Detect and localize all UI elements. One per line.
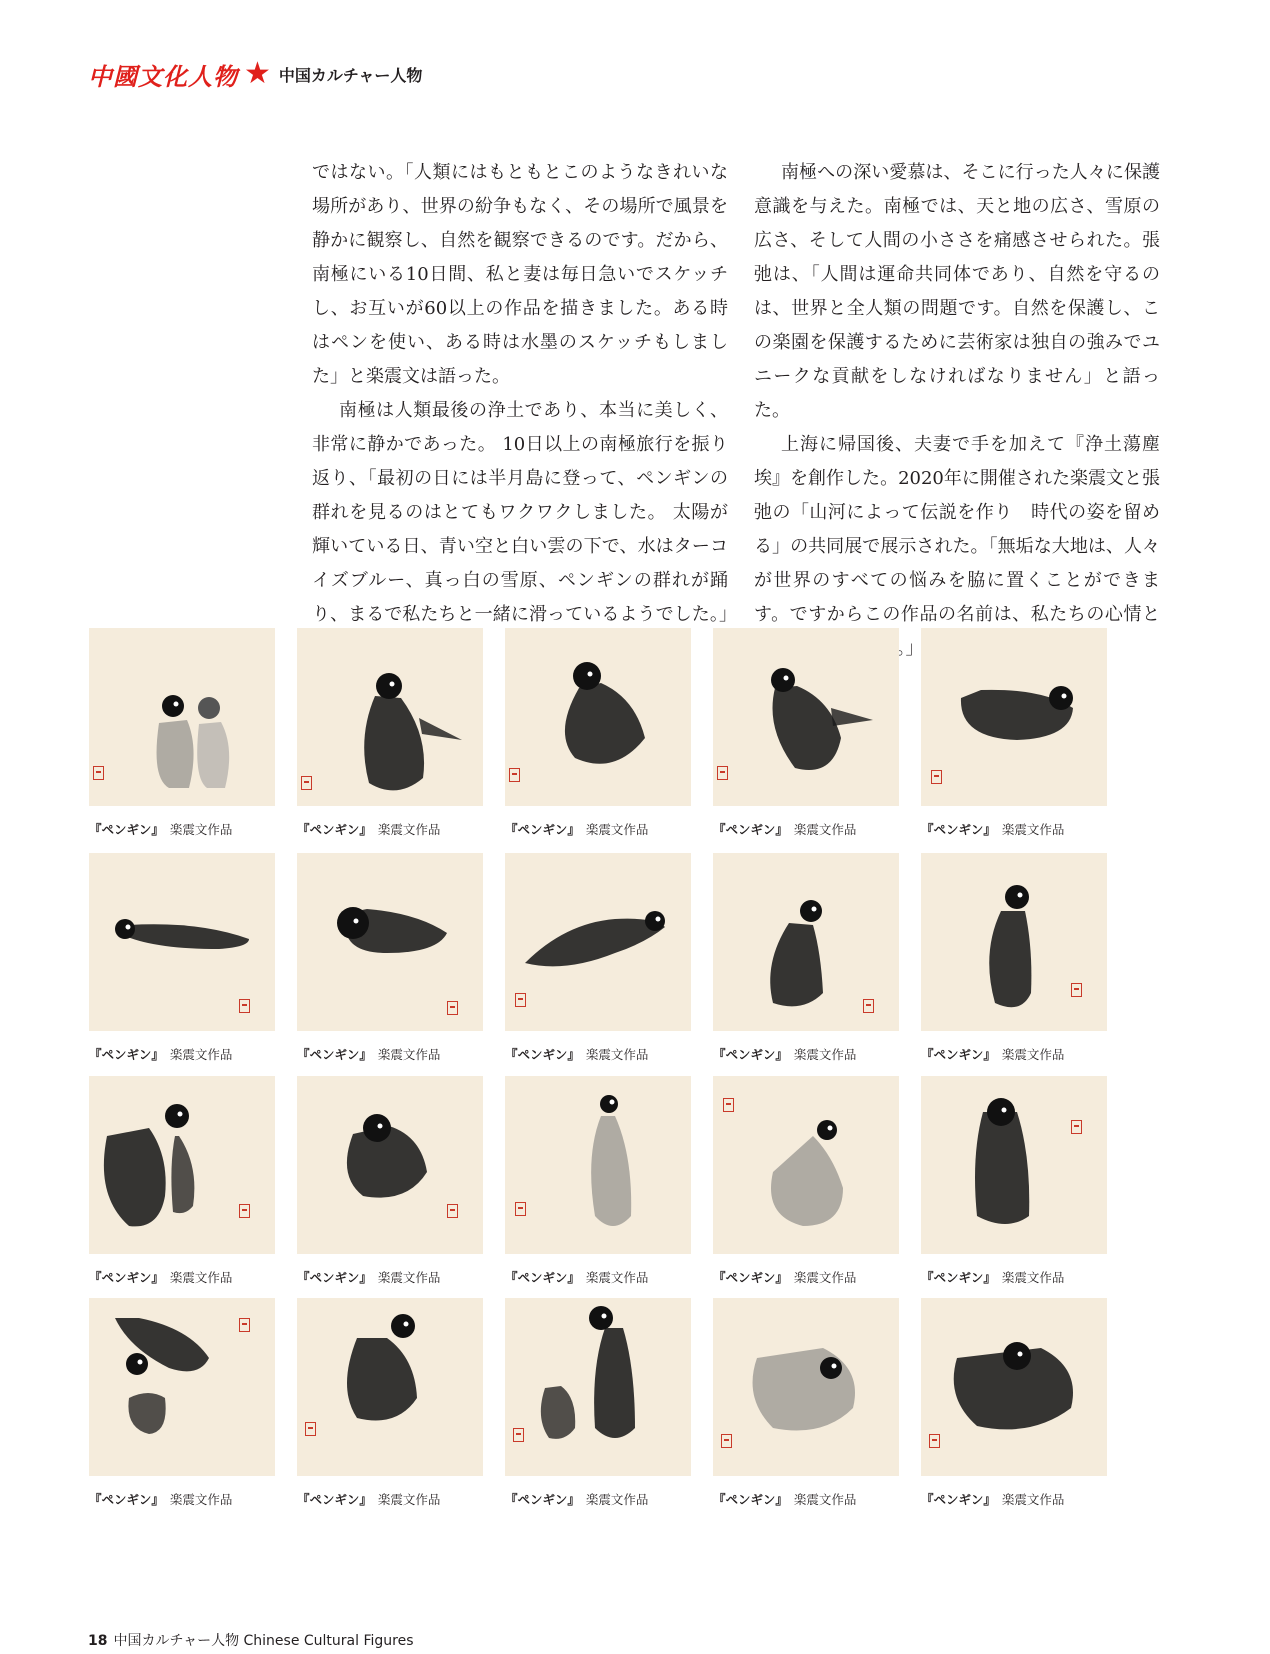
- artwork-author: 楽震文作品: [1001, 822, 1065, 837]
- artwork-caption: [921, 1268, 1064, 1286]
- artwork-author: 楽震文作品: [585, 1047, 649, 1062]
- artwork-caption: [505, 1490, 648, 1508]
- star-icon: ★: [244, 56, 271, 91]
- artwork-caption: [505, 820, 648, 838]
- red-seal-icon: [509, 768, 520, 782]
- red-seal-icon: [931, 770, 942, 784]
- artwork-title: 『ペンギン』: [713, 1270, 788, 1285]
- ink-penguin-painting: [713, 628, 899, 806]
- red-seal-icon: [717, 766, 728, 780]
- artwork-author: 楽震文作品: [169, 1047, 233, 1062]
- ink-penguin-painting: [713, 853, 899, 1031]
- article-column-2: [754, 156, 1160, 666]
- artwork-title: 『ペンギン』: [505, 1270, 580, 1285]
- penguin-artwork: [89, 853, 275, 1090]
- ink-penguin-painting: [921, 1298, 1107, 1476]
- red-seal-icon: [721, 1434, 732, 1448]
- red-seal-icon: [447, 1204, 458, 1218]
- artwork-caption: [713, 820, 856, 838]
- ink-penguin-painting: [505, 628, 691, 806]
- red-seal-icon: [239, 999, 250, 1013]
- artwork-caption: [297, 820, 440, 838]
- article-paragraph: 南極は人類最後の浄土であり、本当に美しく、非常に静かであった。 10日以上の南極旅行を振り返り、「最初の日には半月島に登って、ペンギンの群れを見るのはとてもワクワクしました。 太陽が輝いている日、青い空と白い雲の下で、水はターコイズブルー、真っ白の雪原、ペンギンの群れが踊り、まるで私たちと一緒に滑っているようでした。」: [312, 400, 728, 625]
- article-paragraph: ではない。「人類にはもともとこのようなきれいな場所があり、世界の紛争もなく、その場所で風景を静かに観察し、自然を観察できるのです。だから、南極にいる10日間、私と妻は毎日急いでスケッチし、お互いが60以上の作品を描きました。ある時はペンを使い、ある時は水墨のスケッチもしました」と楽震文は語った。: [312, 162, 728, 387]
- page-number: 18: [88, 1633, 108, 1649]
- artwork-author: 楽震文作品: [377, 1492, 441, 1507]
- artwork-author: 楽震文作品: [377, 1270, 441, 1285]
- penguin-artwork: [713, 628, 899, 865]
- artwork-title: 『ペンギン』: [505, 1492, 580, 1507]
- ink-penguin-painting: [505, 1076, 691, 1254]
- red-seal-icon: [1071, 983, 1082, 997]
- red-seal-icon: [513, 1428, 524, 1442]
- ink-penguin-painting: [89, 1298, 275, 1476]
- artwork-title: 『ペンギン』: [505, 1047, 580, 1062]
- artwork-caption: [297, 1268, 440, 1286]
- artwork-title: 『ペンギン』: [89, 1492, 164, 1507]
- artwork-title: 『ペンギン』: [297, 1047, 372, 1062]
- red-seal-icon: [301, 776, 312, 790]
- ink-penguin-painting: [297, 1298, 483, 1476]
- ink-penguin-painting: [921, 1076, 1107, 1254]
- red-seal-icon: [305, 1422, 316, 1436]
- artwork-author: 楽震文作品: [1001, 1492, 1065, 1507]
- artwork-author: 楽震文作品: [377, 1047, 441, 1062]
- penguin-artwork: [713, 1076, 899, 1313]
- penguin-artwork: [505, 1076, 691, 1313]
- artwork-caption: [921, 1490, 1064, 1508]
- artwork-caption: [89, 1045, 232, 1063]
- penguin-artwork: [505, 628, 691, 865]
- ink-penguin-painting: [713, 1298, 899, 1476]
- artwork-title: 『ペンギン』: [921, 1270, 996, 1285]
- artwork-title: 『ペンギン』: [89, 1047, 164, 1062]
- artwork-author: 楽震文作品: [793, 1047, 857, 1062]
- red-seal-icon: [239, 1204, 250, 1218]
- artwork-author: 楽震文作品: [585, 1492, 649, 1507]
- artwork-author: 楽震文作品: [585, 822, 649, 837]
- ink-penguin-painting: [89, 853, 275, 1031]
- ink-penguin-painting: [297, 1076, 483, 1254]
- artwork-author: 楽震文作品: [169, 1270, 233, 1285]
- artwork-title: 『ペンギン』: [713, 1492, 788, 1507]
- footer-text: 中国カルチャー人物 Chinese Cultural Figures: [113, 1633, 414, 1649]
- page-header: [88, 56, 422, 92]
- artwork-title: 『ペンギン』: [89, 822, 164, 837]
- article-paragraph: 南極への深い愛慕は、そこに行った人々に保護意識を与えた。南極では、天と地の広さ、雪原の広さ、そして人間の小ささを痛感させられた。張弛は、「人間は運命共同体であり、自然を守るのは、世界と全人類の問題です。自然を保護し、この楽園を保護するために芸術家は独自の強みでユニークな貢献をしなければなりません」と語った。: [754, 162, 1160, 421]
- ink-penguin-painting: [297, 628, 483, 806]
- red-seal-icon: [447, 1001, 458, 1015]
- artwork-caption: [89, 1490, 232, 1508]
- artwork-caption: [297, 1490, 440, 1508]
- penguin-artwork: [297, 1298, 483, 1535]
- penguin-artwork: [89, 628, 275, 865]
- penguin-artwork: [505, 1298, 691, 1535]
- article-paragraph: 上海に帰国後、夫妻で手を加えて『浄土蕩塵埃』を創作した。2020年に開催された楽震文と張弛の「山河によって伝説を作り 時代の姿を留める」の共同展で展示された。「無垢な大地は、人々が世界のすべての悩みを脇に置くことができます。ですからこの作品の名前は、私たちの心情と す。」: [754, 434, 1160, 659]
- artwork-caption: [713, 1045, 856, 1063]
- artwork-caption: [713, 1268, 856, 1286]
- red-seal-icon: [929, 1434, 940, 1448]
- artwork-author: 楽震文作品: [377, 822, 441, 837]
- artwork-title: 『ペンギン』: [713, 822, 788, 837]
- artwork-author: 楽震文作品: [1001, 1270, 1065, 1285]
- artwork-title: 『ペンギン』: [89, 1270, 164, 1285]
- ink-penguin-painting: [89, 1076, 275, 1254]
- artwork-caption: [921, 820, 1064, 838]
- artwork-title: 『ペンギン』: [921, 1047, 996, 1062]
- artwork-caption: [921, 1045, 1064, 1063]
- penguin-artwork: [921, 1298, 1107, 1535]
- penguin-artwork: [505, 853, 691, 1090]
- artwork-title: 『ペンギン』: [713, 1047, 788, 1062]
- red-seal-icon: [863, 999, 874, 1013]
- red-seal-icon: [239, 1318, 250, 1332]
- artwork-author: 楽震文作品: [793, 1270, 857, 1285]
- artwork-author: 楽震文作品: [169, 1492, 233, 1507]
- artwork-caption: [505, 1268, 648, 1286]
- artwork-caption: [297, 1045, 440, 1063]
- penguin-artwork: [297, 853, 483, 1090]
- artwork-caption: [89, 1268, 232, 1286]
- penguin-artwork: [921, 628, 1107, 865]
- ink-penguin-painting: [297, 853, 483, 1031]
- penguin-artwork: [89, 1298, 275, 1535]
- penguin-artwork: [297, 1076, 483, 1313]
- artwork-caption: [713, 1490, 856, 1508]
- red-seal-icon: [515, 1202, 526, 1216]
- penguin-artwork: [921, 853, 1107, 1090]
- artwork-title: 『ペンギン』: [505, 822, 580, 837]
- artwork-title: 『ペンギン』: [297, 1492, 372, 1507]
- ink-penguin-painting: [505, 1298, 691, 1476]
- penguin-artwork: [713, 853, 899, 1090]
- penguin-artwork: [297, 628, 483, 865]
- page-footer: [88, 1630, 414, 1650]
- artwork-title: 『ペンギン』: [297, 1270, 372, 1285]
- magazine-logo: 中國文化人物: [88, 61, 238, 91]
- penguin-gallery: [89, 628, 1165, 1532]
- penguin-artwork: [921, 1076, 1107, 1313]
- artwork-title: 『ペンギン』: [921, 1492, 996, 1507]
- ink-penguin-painting: [505, 853, 691, 1031]
- artwork-author: 楽震文作品: [793, 822, 857, 837]
- article-column-1: [312, 156, 728, 666]
- red-seal-icon: [723, 1098, 734, 1112]
- ink-penguin-painting: [713, 1076, 899, 1254]
- artwork-caption: [505, 1045, 648, 1063]
- ink-penguin-painting: [921, 853, 1107, 1031]
- red-seal-icon: [515, 993, 526, 1007]
- red-seal-icon: [93, 766, 104, 780]
- artwork-caption: [89, 820, 232, 838]
- artwork-author: 楽震文作品: [585, 1270, 649, 1285]
- ink-penguin-painting: [921, 628, 1107, 806]
- penguin-artwork: [89, 1076, 275, 1313]
- artwork-title: 『ペンギン』: [297, 822, 372, 837]
- artwork-title: 『ペンギン』: [921, 822, 996, 837]
- artwork-author: 楽震文作品: [1001, 1047, 1065, 1062]
- artwork-author: 楽震文作品: [169, 822, 233, 837]
- red-seal-icon: [1071, 1120, 1082, 1134]
- penguin-artwork: [713, 1298, 899, 1535]
- artwork-author: 楽震文作品: [793, 1492, 857, 1507]
- section-title: 中国カルチャー人物: [278, 65, 423, 85]
- ink-penguin-painting: [89, 628, 275, 806]
